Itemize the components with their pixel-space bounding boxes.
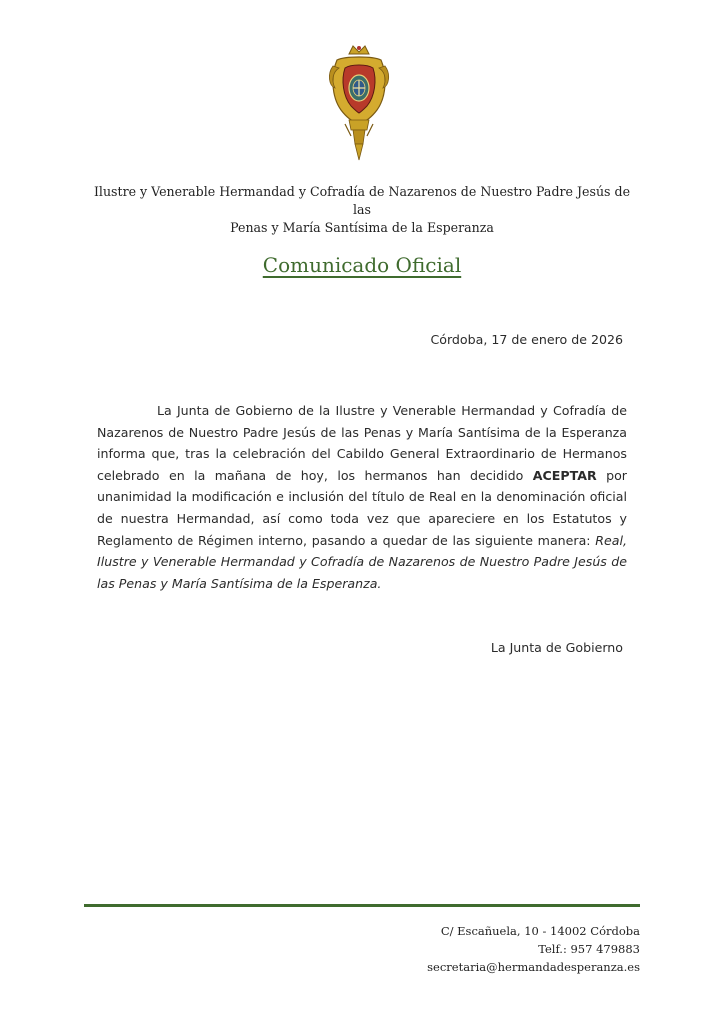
organization-name — [90, 183, 634, 237]
body-text-part1: La Junta de Gobierno de la Ilustre y Venerable Hermandad y Cofradía de Nazarenos de Nuestro Padre Jesús de las Penas y María Santísima de la Esperanza informa que, tras la celebración del Cabildo General Extraordinario de Hermanos celebrado en la mañana de hoy, los hermanos han decidido — [97, 403, 627, 483]
document-date: Córdoba, 17 de enero de 2026 — [430, 332, 623, 347]
body-text-italic: Real, Ilustre y Venerable Hermandad y Cofradía de Nazarenos de Nuestro Padre Jesús de las Penas y María Santísima de la Esperanza. — [97, 532, 627, 591]
footer-address: C/ Escañuela, 10 - 14002 Córdoba — [440, 924, 640, 938]
document-title: Comunicado Oficial — [262, 253, 462, 277]
footer-divider — [84, 904, 640, 907]
footer-contact — [427, 922, 640, 976]
body-text-part2: por unanimidad la modificación e inclusión del título de Real en la denominación oficial de nuestra Hermandad, así como toda vez que apareciere en los Estatutos y Reglamento de Régimen interno, pasando a quedar de las siguiente manera: — [97, 467, 627, 548]
footer-phone: Telf.: 957 479883 — [538, 942, 640, 956]
footer-email: secretaria@hermandadesperanza.es — [427, 960, 640, 974]
signature: La Junta de Gobierno — [490, 640, 623, 655]
coat-of-arms-icon — [327, 44, 391, 162]
organization-name-line2: Penas y María Santísima de la Esperanza — [230, 220, 494, 235]
organization-name-line1: Ilustre y Venerable Hermandad y Cofradía de Nazarenos de Nuestro Padre Jesús de las — [93, 184, 631, 217]
document-body — [97, 400, 627, 594]
body-text-bold: ACEPTAR — [532, 467, 597, 483]
